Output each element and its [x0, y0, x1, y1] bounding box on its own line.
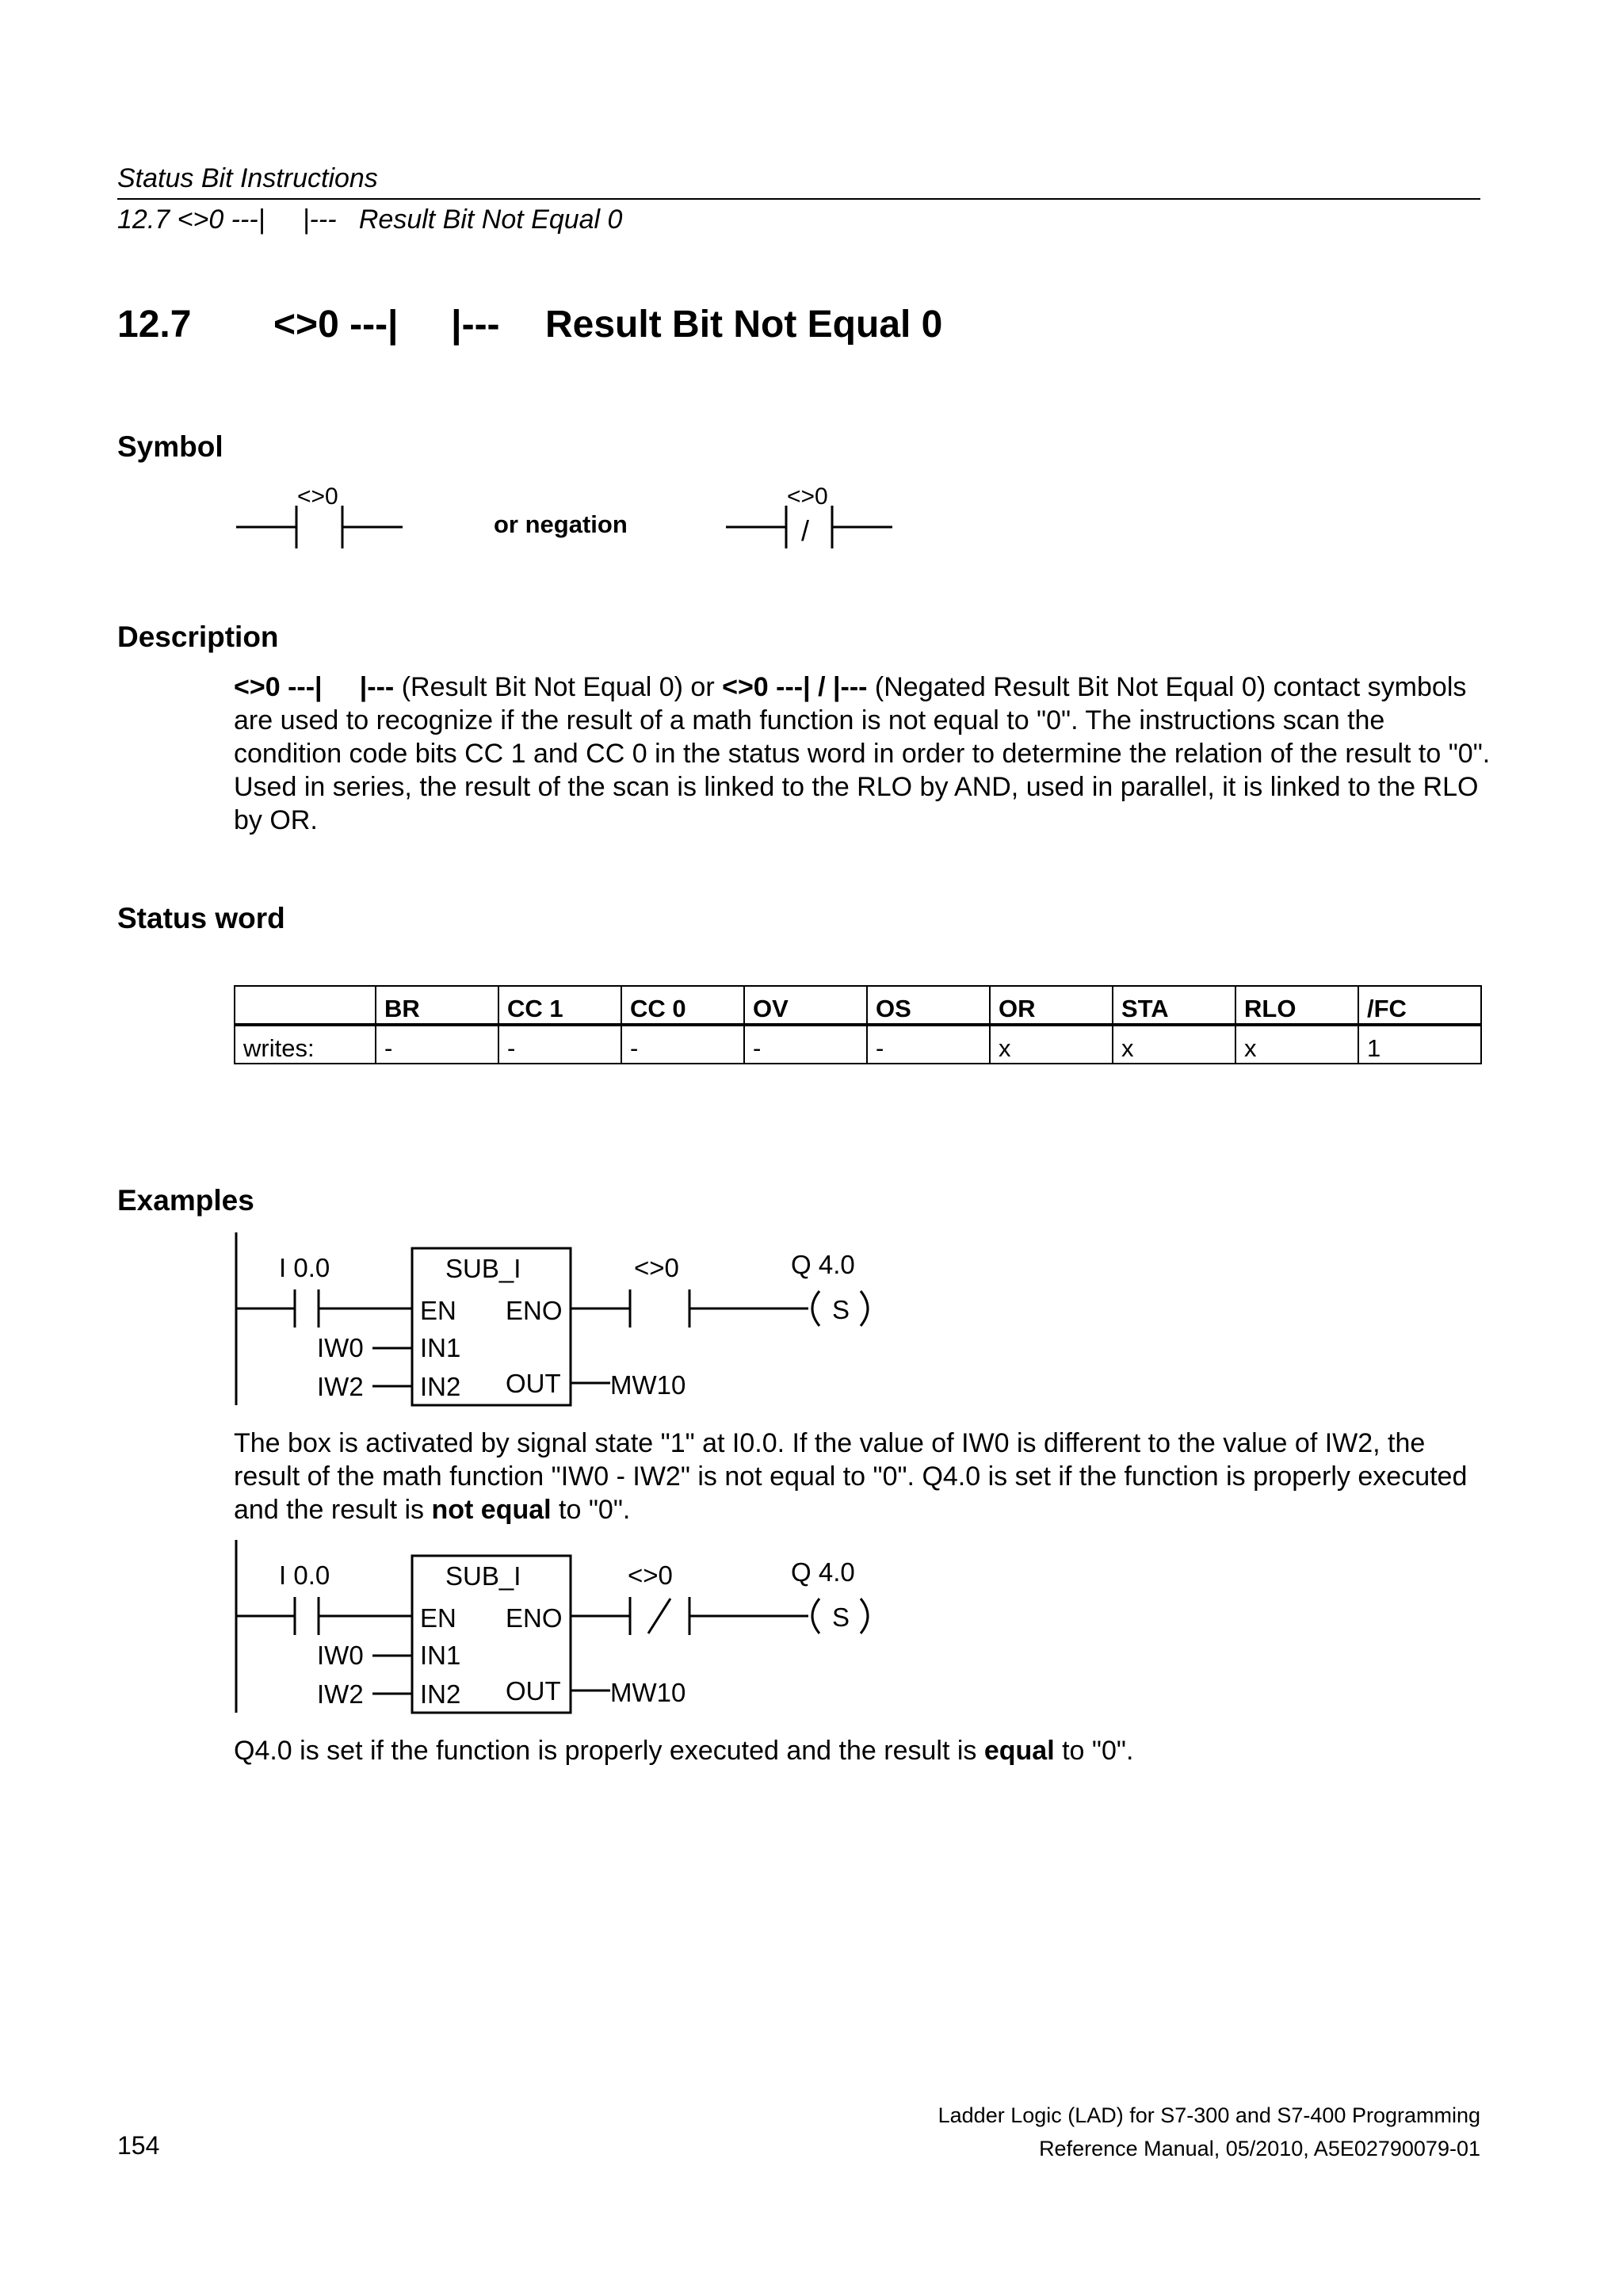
ex1-pin-in1: IN1 [420, 1333, 461, 1362]
ex2-in2-operand: IW2 [317, 1679, 364, 1709]
status-word-col-or: OR [990, 986, 1113, 1025]
examples-heading: Examples [117, 1184, 254, 1217]
ex2-text-b: to "0". [1054, 1736, 1134, 1766]
section-symbol: <>0 ---| |--- [273, 304, 500, 346]
description-symbol-1: <>0 ---| |--- [234, 672, 395, 702]
ex2-box-name: SUB_I [445, 1561, 521, 1591]
ex1-text-b: to "0". [551, 1495, 631, 1525]
negated-contact-label: <>0 [787, 483, 828, 510]
ex2-coil-operand: Q 4.0 [791, 1557, 855, 1587]
ex2-text-a: Q4.0 is set if the function is properly executed and the result is [234, 1736, 984, 1766]
running-header-subsection: 12.7 <>0 ---| |--- Result Bit Not Equal 0 [117, 204, 623, 235]
status-word-cell: x [1235, 1025, 1358, 1064]
status-word-cell: - [376, 1025, 498, 1064]
ex1-in2-operand: IW2 [317, 1372, 364, 1401]
status-word-cell: x [1113, 1025, 1235, 1064]
ex2-input-contact-label: I 0.0 [279, 1561, 330, 1590]
status-word-writes-row [235, 1025, 1481, 1064]
status-word-col-sta: STA [1113, 986, 1235, 1025]
ex2-coil-type: S [832, 1603, 850, 1632]
ex2-pin-in2: IN2 [420, 1679, 461, 1709]
header-rule [117, 198, 1480, 200]
ex1-out-operand: MW10 [610, 1370, 686, 1400]
status-word-table [234, 985, 1482, 1064]
status-word-cell: writes: [235, 1025, 376, 1064]
status-word-col-cc1: CC 1 [498, 986, 621, 1025]
status-word-cell: - [621, 1025, 744, 1064]
or-negation-text: or negation [494, 510, 628, 538]
running-header-title: Status Bit Instructions [117, 163, 378, 193]
example-1-explanation [234, 1427, 1494, 1526]
negated-contact-symbol [726, 483, 892, 548]
example-2-explanation [234, 1734, 1494, 1767]
example-2-network [222, 1540, 903, 1726]
ex2-in1-operand: IW0 [317, 1641, 364, 1670]
ex2-pin-eno: ENO [506, 1603, 563, 1633]
ex2-pin-en: EN [420, 1603, 456, 1633]
description-text-1: (Result Bit Not Equal 0) or [394, 672, 723, 702]
ex2-out-operand: MW10 [610, 1678, 686, 1707]
footer-manual-ref: Reference Manual, 05/2010, A5E02790079-01 [1039, 2137, 1480, 2160]
ex1-pin-in2: IN2 [420, 1372, 461, 1401]
negation-slash: / [801, 514, 810, 547]
description-text-2: (Negated Result Bit Not Equal 0) contact symbols are used to recognize if the result of a math function is not equal to "0". The instructions scan the condition code bits CC 1 and CC 0 in the status word in order to determine the relation of the result to "0". Used in series, the result of the scan is linked to the RLO by AND, used in parallel, it is linked to the RLO by OR. [234, 672, 1491, 835]
status-word-cell: x [990, 1025, 1113, 1064]
ex1-pin-en: EN [420, 1296, 456, 1325]
symbol-heading: Symbol [117, 430, 223, 463]
ex2-pin-out: OUT [506, 1676, 561, 1706]
contact-symbol [236, 483, 403, 548]
ex2-compare-contact-label: <>0 [628, 1561, 673, 1590]
status-word-col-0 [235, 986, 376, 1025]
status-word-cell: - [867, 1025, 990, 1064]
ex1-box-name: SUB_I [445, 1254, 521, 1283]
symbol-diagram [222, 476, 919, 563]
status-word-cell: - [498, 1025, 621, 1064]
ex2-pin-in1: IN1 [420, 1641, 461, 1670]
ex1-text-a: The box is activated by signal state "1" at I0.0. If the value of IW0 is different to the value of IW2, the result of the math function "IW0 - IW2" is not equal to "0". Q4.0 is set if the function is properly executed and the result is [234, 1428, 1468, 1525]
ex1-coil-type: S [832, 1295, 850, 1324]
contact-symbol-label: <>0 [297, 483, 338, 510]
description-heading: Description [117, 621, 279, 653]
ex2-negation-slash [648, 1599, 670, 1633]
ex1-pin-eno: ENO [506, 1296, 563, 1325]
ex1-text-bold: not equal [431, 1495, 552, 1525]
status-word-heading: Status word [117, 902, 285, 934]
status-word-col-rlo: RLO [1235, 986, 1358, 1025]
ex1-compare-contact-label: <>0 [634, 1253, 679, 1282]
status-word-col-fc: /FC [1358, 986, 1481, 1025]
status-word-col-os: OS [867, 986, 990, 1025]
status-word-cell: - [744, 1025, 867, 1064]
status-word-col-ov: OV [744, 986, 867, 1025]
status-word-header-row [235, 986, 1481, 1025]
section-number: 12.7 [117, 304, 192, 346]
section-title: Result Bit Not Equal 0 [545, 304, 943, 346]
page-number: 154 [117, 2131, 160, 2160]
description-symbol-2: <>0 ---| / |--- [722, 672, 868, 702]
description-paragraph [234, 670, 1494, 837]
footer-manual-title: Ladder Logic (LAD) for S7-300 and S7-400 Programming [938, 2103, 1480, 2127]
status-word-col-br: BR [376, 986, 498, 1025]
ex1-input-contact-label: I 0.0 [279, 1253, 330, 1282]
ex1-pin-out: OUT [506, 1369, 561, 1398]
ex2-text-bold: equal [983, 1736, 1055, 1766]
status-word-cell: 1 [1358, 1025, 1481, 1064]
example-1-network [222, 1232, 903, 1419]
status-word-col-cc0: CC 0 [621, 986, 744, 1025]
ex1-in1-operand: IW0 [317, 1333, 364, 1362]
ex1-coil-operand: Q 4.0 [791, 1250, 855, 1279]
